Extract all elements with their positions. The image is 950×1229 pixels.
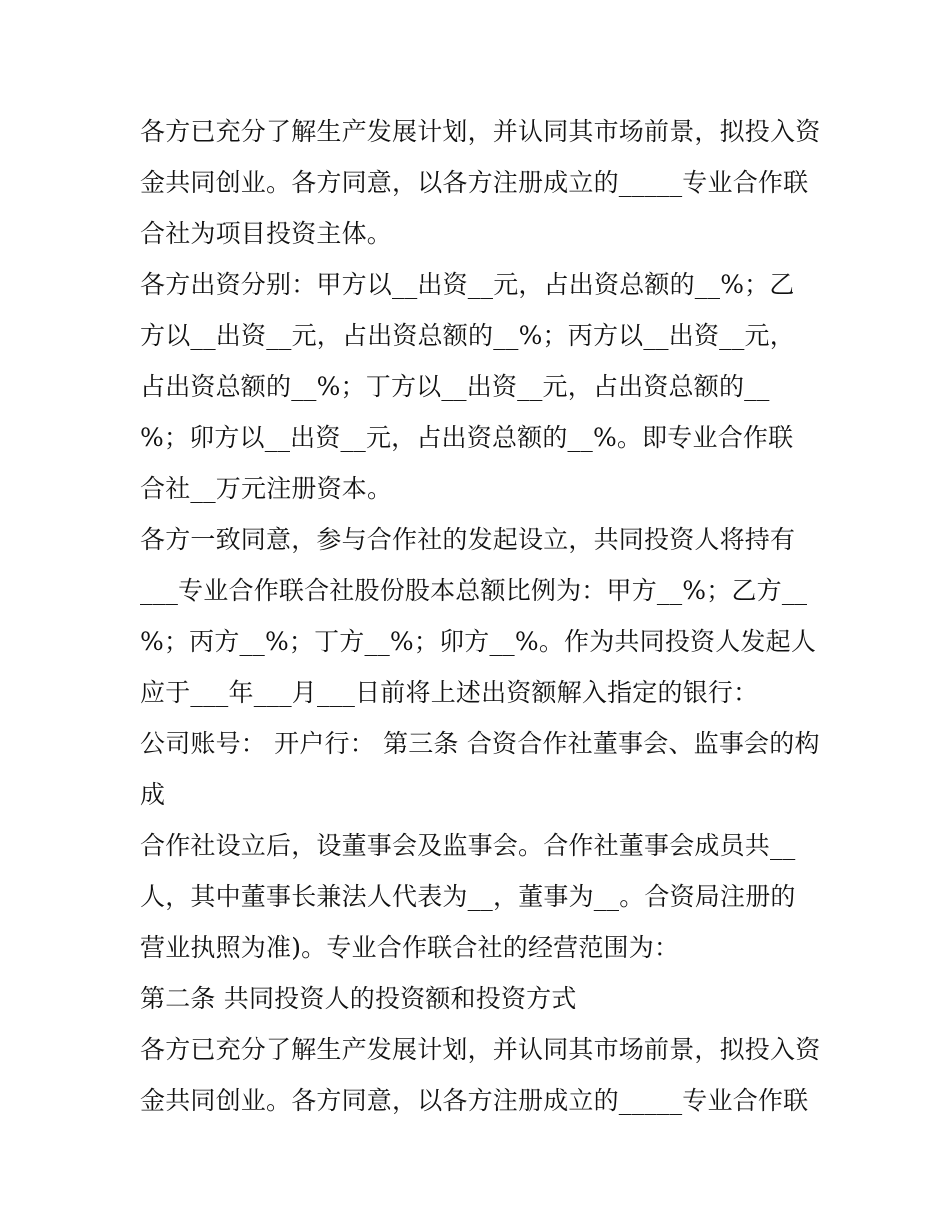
text-line: 公司账号： 开户行： 第三条 合资合作社董事会、监事会的构 (140, 729, 820, 758)
text-line: 各方出资分别：甲方以__出资__元，占出资总额的__%；乙 (140, 270, 795, 299)
text-line: 各方一致同意，参与合作社的发起设立，共同投资人将持有 (140, 525, 796, 554)
text-line: 金共同创业。各方同意，以各方注册成立的_____专业合作联 (140, 1086, 809, 1115)
text-line: %；卯方以__出资__元，占出资总额的__%。即专业合作联 (140, 423, 794, 452)
text-line: 各方已充分了解生产发展计划，并认同其市场前景，拟投入资 (140, 117, 821, 146)
text-line: 人，其中董事长兼法人代表为__，董事为__。合资局注册的 (140, 882, 796, 911)
text-line: 各方已充分了解生产发展计划，并认同其市场前景，拟投入资 (140, 1035, 821, 1064)
text-line: 金共同创业。各方同意，以各方注册成立的_____专业合作联 (140, 168, 809, 197)
text-line: 占出资总额的__%；丁方以__出资__元，占出资总额的__ (140, 372, 770, 401)
text-line: %；丙方__%；丁方__%；卯方__%。作为共同投资人发起人 (140, 627, 817, 656)
text-line: 合社为项目投资主体。 (140, 219, 393, 248)
text-line: 方以__出资__元，占出资总额的__%；丙方以__出资__元， (140, 321, 795, 350)
text-line: 应于___年___月___日前将上述出资额解入指定的银行： (140, 678, 759, 707)
text-line: 第二条 共同投资人的投资额和投资方式 (140, 984, 577, 1013)
text-line: 营业执照为准)。专业合作联合社的经营范围为： (140, 933, 680, 962)
text-line: 合社__万元注册资本。 (140, 474, 393, 503)
document-body (140, 106, 820, 1126)
text-line: 成 (140, 780, 166, 809)
text-line: 合作社设立后，设董事会及监事会。合作社董事会成员共__ (140, 831, 796, 860)
text-line: ___专业合作联合社股份股本总额比例为：甲方__%；乙方__ (140, 576, 808, 605)
